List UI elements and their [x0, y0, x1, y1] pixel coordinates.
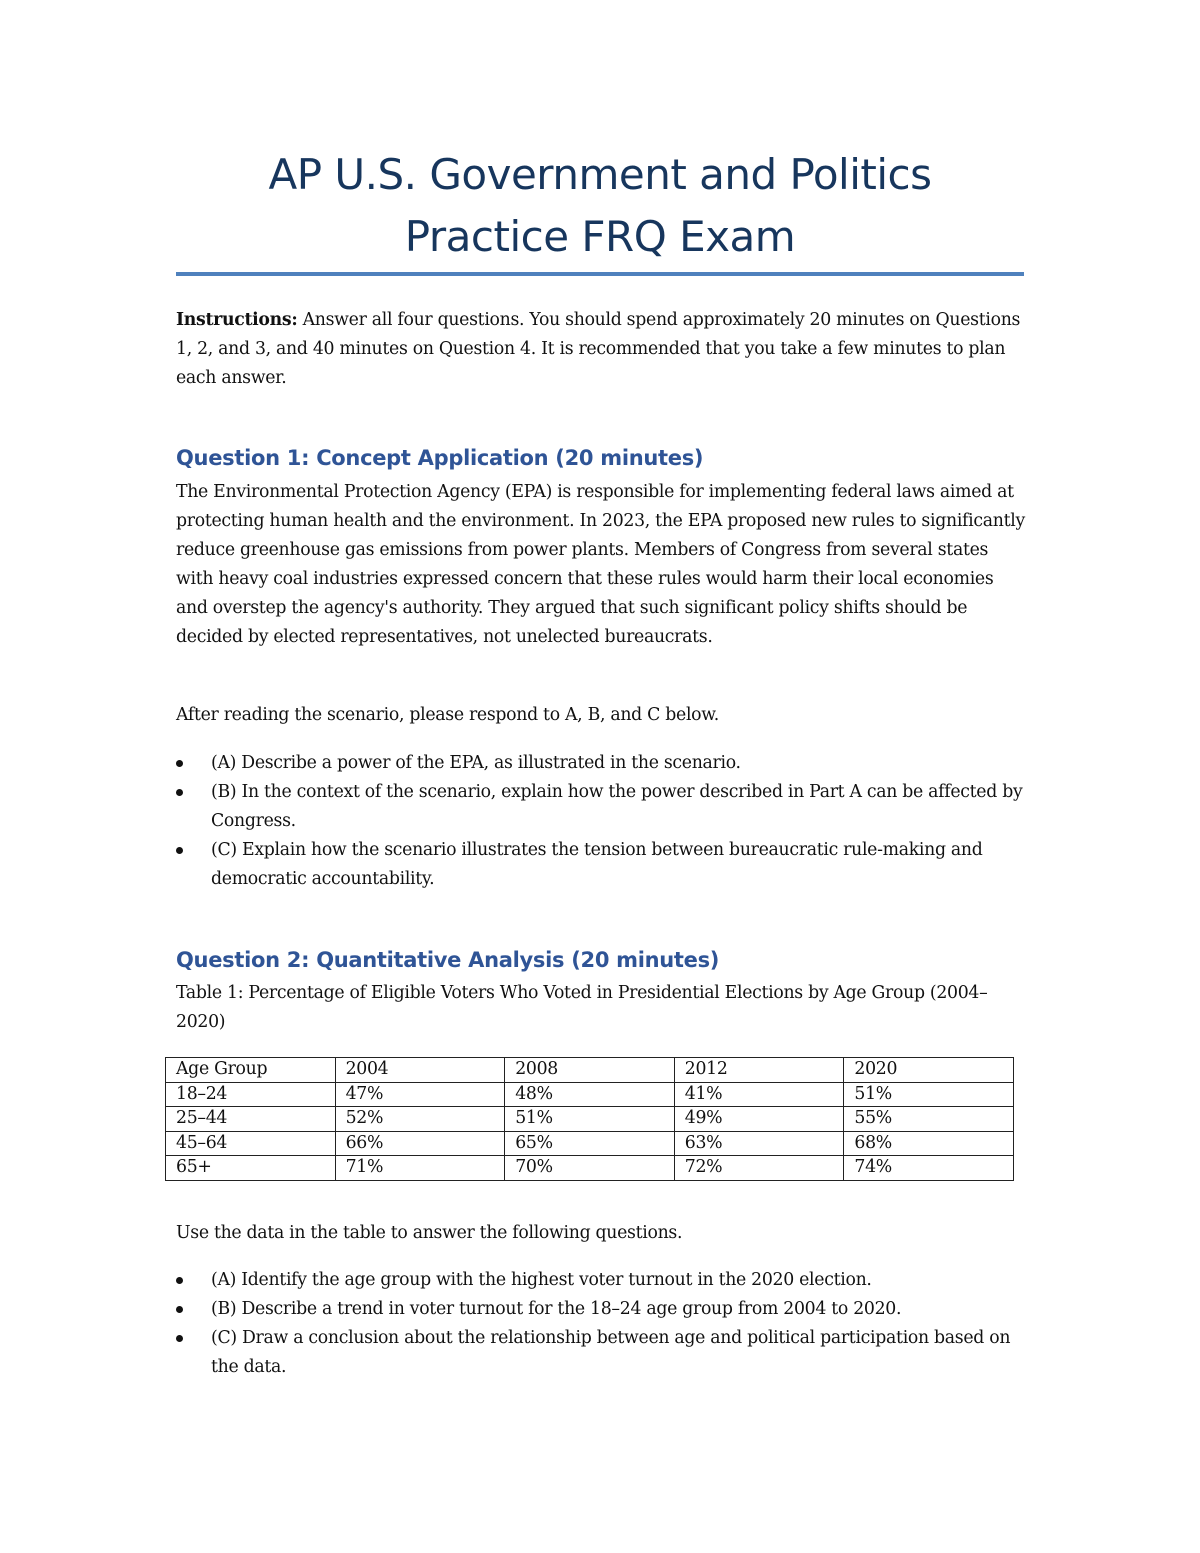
instructions-label: Instructions: [176, 310, 298, 330]
table-cell: 65+ [166, 1156, 336, 1181]
table-cell: 65% [505, 1131, 675, 1156]
table-cell: 47% [335, 1082, 505, 1107]
bullet-icon [176, 789, 183, 796]
table-row [166, 1131, 1014, 1156]
list-item [176, 1295, 1026, 1324]
question-1-part-c: (C) Explain how the scenario illustrates the tension between bureaucratic rule-making and democratic accountability. [211, 840, 983, 889]
table-cell: 18–24 [166, 1082, 336, 1107]
table-cell: 66% [335, 1131, 505, 1156]
title-line-1: AP U.S. Government and Politics [268, 150, 932, 199]
table-cell: 51% [844, 1082, 1014, 1107]
question-1-part-b: (B) In the context of the scenario, explain how the power described in Part A can be affected by Congress. [211, 782, 1023, 831]
bullet-icon [176, 1335, 183, 1342]
table-cell: 70% [505, 1156, 675, 1181]
table-cell: 49% [674, 1107, 844, 1132]
table-row [166, 1082, 1014, 1107]
table-cell: 74% [844, 1156, 1014, 1181]
list-item [176, 1324, 1026, 1382]
bullet-icon [176, 1277, 183, 1284]
turnout-table [165, 1057, 1014, 1181]
table-header-cell: Age Group [166, 1058, 336, 1083]
table-header-cell: 2012 [674, 1058, 844, 1083]
question-2-part-c: (C) Draw a conclusion about the relationship between age and political participation based on the data. [211, 1328, 1011, 1377]
table-cell: 48% [505, 1082, 675, 1107]
table-cell: 41% [674, 1082, 844, 1107]
table-cell: 52% [335, 1107, 505, 1132]
list-item [176, 749, 1026, 778]
table-header-cell: 2008 [505, 1058, 675, 1083]
instructions-paragraph [176, 306, 1026, 393]
bullet-icon [176, 760, 183, 767]
question-2-parts-list [176, 1266, 1026, 1382]
question-2-heading: Question 2: Quantitative Analysis (20 minutes) [176, 948, 720, 972]
question-1-prompt: After reading the scenario, please respond to A, B, and C below. [176, 705, 719, 725]
bullet-icon [176, 847, 183, 854]
question-2-prompt: Use the data in the table to answer the following questions. [176, 1223, 683, 1243]
table-cell: 45–64 [166, 1131, 336, 1156]
document-title [176, 144, 1024, 268]
instructions-text: Answer all four questions. You should spend approximately 20 minutes on Questions 1, 2, and 3, and 40 minutes on Question 4. It is recommended that you take a few minutes to plan each answer. [176, 310, 1021, 388]
turnout-table-container [165, 1057, 1014, 1181]
table-cell: 72% [674, 1156, 844, 1181]
question-2-part-b: (B) Describe a trend in voter turnout for the 18–24 age group from 2004 to 2020. [211, 1299, 902, 1319]
table-row [166, 1156, 1014, 1181]
table-cell: 51% [505, 1107, 675, 1132]
question-2-part-a: (A) Identify the age group with the highest voter turnout in the 2020 election. [211, 1270, 872, 1290]
question-1-parts-list [176, 749, 1026, 894]
table-cell: 55% [844, 1107, 1014, 1132]
table-caption: Table 1: Percentage of Eligible Voters Who Voted in Presidential Elections by Age Group (2004–2020) [176, 983, 988, 1032]
question-1-heading: Question 1: Concept Application (20 minutes) [176, 446, 704, 470]
table-row [166, 1107, 1014, 1132]
table-cell: 68% [844, 1131, 1014, 1156]
question-1-scenario: The Environmental Protection Agency (EPA) is responsible for implementing federal laws aimed at protecting human health and the environment. In 2023, the EPA proposed new rules to significantly reduce greenhouse gas emissions from power plants. Members of Congress from several states with heavy coal industries expressed concern that these rules would harm their local economies and overstep the agency's authority. They argued that such significant policy shifts should be decided by elected representatives, not unelected bureaucrats. [176, 482, 1025, 647]
table-cell: 63% [674, 1131, 844, 1156]
list-item [176, 836, 1026, 894]
bullet-icon [176, 1306, 183, 1313]
question-1-part-a: (A) Describe a power of the EPA, as illustrated in the scenario. [211, 753, 741, 773]
title-underline [176, 272, 1024, 276]
table-header-cell: 2020 [844, 1058, 1014, 1083]
table-cell: 71% [335, 1156, 505, 1181]
table-header-row [166, 1058, 1014, 1083]
table-cell: 25–44 [166, 1107, 336, 1132]
list-item [176, 778, 1026, 836]
title-line-2: Practice FRQ Exam [404, 212, 796, 261]
list-item [176, 1266, 1026, 1295]
table-header-cell: 2004 [335, 1058, 505, 1083]
